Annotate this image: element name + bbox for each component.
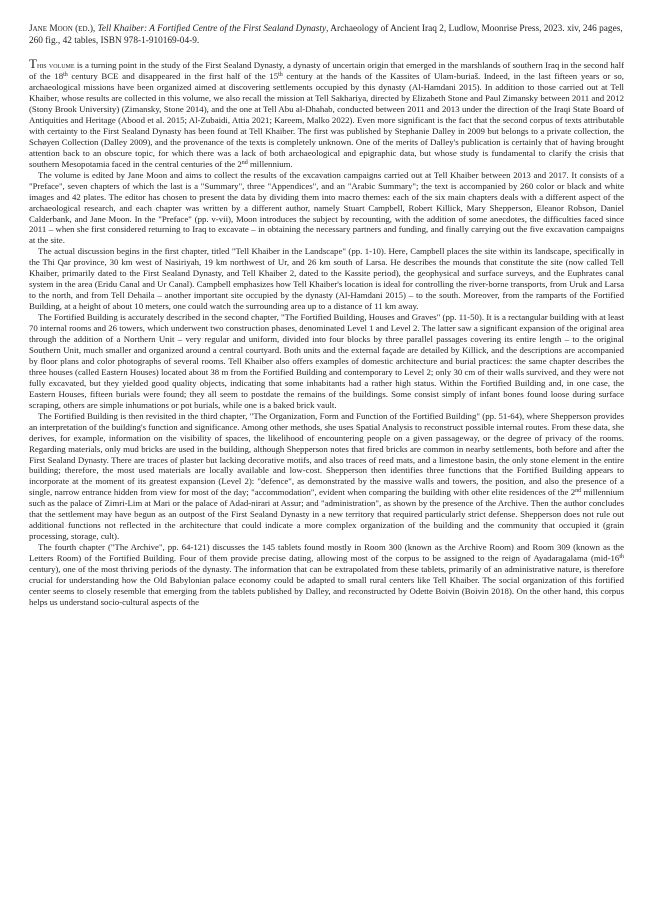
paragraph-text: is a turning point in the study of the First Sealand Dynasty, a dynasty of uncertain origin that emerged in the marshlands of southern Iraq in the second half of the 18th century BCE and disappeared in the first half of the 15th century at the hands of the Kassites of Ulam-buriaš. Indeed, in the last fifteen years or so, archaeological missions have been organized aimed at discovering settlements occupied by this dynasty (Al-Hamdani 2015). In addition to those carried out at Tell Khaiber, whose results are collected in this volume, we also recall the mission at Tell Sakhariya, directed by Elizabeth Stone and Paul Zimansky between 2011 and 2012 (Stony Brook University) (Zimansky, Stone 2014), and the one at Tell Abu al-Dhahab, conducted between 2011 and 2013 under the direction of the Iraqi State Board of Antiquities and Heritage (Abood et al. 2015; Al-Zubaidi, Attia 2021; Kareem, Malko 2022). Even more significant is the fact that the second corpus of texts attributable with certainty to the First Sealand Dynasty has been found at Tell Khaiber. The first was published by Stephanie Dalley in 2009 but belongs to a private collection, the Schøyen Collection (Dalley 2009), and the provenance of the texts is completely unknown. One of the merits of Dalley's publication is certainly that of having brought attention back to an obscure topic, for which there was a lack of both archaeological and epigraphic data, but whose study is fundamental to clarify the crisis that southern Mesopotamia faced in the central centuries of the 2nd millennium. [29, 60, 624, 169]
body-paragraph: The actual discussion begins in the first chapter, titled "Tell Khaiber in the Landscape" (pp. 1-10). Here, Campbell places the site within its landscape, specifically in the Thi Qar province, 30 km west of Nasiriyah, 19 km northwest of Ur, and 26 km south of Larsa. He describes the mounds that constitute the site (now called Tell Khaiber, primarily dated to the First Sealand Dynasty, and Tell Khaiber 2, dated to the Kassite period), the geophysical and surface surveys, and the Euphrates canal system in the area (Eridu Canal and Ur Canal). Campbell emphasizes how Tell Khaiber's location is ideal for controlling the river-borne transports, from Uruk and Larsa to the north, and from Tell Dehaila – another important site occupied by the dynasty (Al-Hamdani 2015) – to the south. Moreover, from the ramparts of the Fortified Building, at a height of about 10 meters, one could watch the surrounding area up to a distance of 11 km away. [29, 246, 624, 312]
citation-title: Tell Khaiber: A Fortified Centre of the First Sealand Dynasty [97, 24, 327, 34]
drop-cap: T [29, 56, 37, 72]
body-paragraph [29, 56, 624, 170]
citation-author: Jane Moon (ed.), [29, 24, 98, 34]
body-paragraph: The Fortified Building is accurately described in the second chapter, "The Fortified Building, Houses and Graves" (pp. 11-50). It is a rectangular building with at least 70 internal rooms and 26 towers, which underwent two construction phases, denominated Level 1 and Level 2. The latter saw a significant expansion of the original area through the addition of a Northern Unit – very regular and uniform, divided into four blocks by three parallel passages covering its entire length – to the original Southern Unit, much smaller and organized around a central courtyard. Both units and the external façade are detailed by Killick, and the descriptions are accompanied by floor plans and color photographs of several rooms. Tell Khaiber also offers examples of domestic architecture and burial practices: the same chapter describes the three houses (called Eastern Houses) located about 38 m from the Fortified Building and contemporary to Level 2; only 30 cm of their walls survived, and they were not fully excavated, but they yielded good quality objects, indicating that some inhabitants had a rather high status. Within the Fortified Building and, in one case, the Eastern Houses, fifteen burials were found; they all seem to postdate the remains of the buildings. Some consist simply of infant bones found loose during surface scraping, others are simple inhumations or pot burials, while one is a baked brick vault. [29, 312, 624, 410]
body-paragraph: The Fortified Building is then revisited in the third chapter, "The Organization, Form and Function of the Fortified Building" (pp. 51-64), where Shepperson provides an interpretation of the building's function and significance. Among other methods, she uses Spatial Analysis to reconstruct possible internal routes. From these data, she derives, for example, information on the visibility of spaces, the likelihood of encountering people on a given passageway, or the degree of privacy of the rooms. Regarding materials, only mud bricks are used in the building, although Shepperson notes that fired bricks are common in nearby settlements, both before and after the First Sealand Dynasty. There are traces of plaster but lacking decorative motifs, and also traces of reed mats, and a limestone basin, the only stone element in the entire building; therefore, the most used materials are locally available and low-cost. Shepperson then identifies three functions that the Fortified Building appears to incorporate at the moment of its greatest expansion (Level 2): "defence", as demonstrated by the massive walls and towers, the position, and also the presence of a single, narrow entrance hidden from view for most of the day; "accommodation", evident when comparing the building with other elite residences of the 2nd millennium such as the palace of Zimri-Lim at Mari or the palace of Adad-nirari at Assur; and "administration", as shown by the presence of the Archive. Then the author concludes that the settlement may have begun as an outpost of the First Sealand Dynasty in a new territory that required particularly strict defense. Shepperson does not rule out additional functions not reflected in the architecture that could indicate a more complex organization of the building and the community that occupied it (grain processing, storage, cult). [29, 410, 625, 542]
body-paragraph: The volume is edited by Jane Moon and aims to collect the results of the excavation campaigns carried out at Tell Khaiber between 2013 and 2017. It consists of a "Preface", seven chapters of which the last is a "Summary", three "Appendices", and an "Arabic Summary"; the text is accompanied by 260 color or black and white images and 42 plates. The editor has chosen to present the data by dividing them into macro themes: each of the six main chapters deals with a different aspect of the archaeological research, and each chapter was written by a different author, namely Stuart Campbell, Robert Killick, Mary Shepperson, Eleanor Robson, Daniel Calderbank, and Jane Moon. In the "Preface" (pp. v-vii), Moon introduces the subject by recounting, with the addition of some anecdotes, the difficulties faced since 2011 – when she first considered returning to Iraq to excavate – in obtaining the necessary partners and funding, and finally carrying out the five excavation campaigns at the site. [29, 169, 624, 246]
body-paragraph: The fourth chapter ("The Archive", pp. 64-121) discusses the 145 tablets found mostly in Room 300 (known as the Archive Room) and Room 309 (known as the Letters Room) of the Fortified Building. Four of them provide precise dating, allowing most of the corpus to be assigned to the reign of Ayadaragalama (mid-16th century), one of the most thriving periods of the dynasty. The information that can be extrapolated from these tablets, primarily of an administrative nature, is therefore crucial for understanding how the Old Babylonian palace economy could be adapted to small rural centers like Tell Khaiber. The social organization of this fortified center seems to closely resemble that emerging from the tablets published by Dalley, and reconstructed by Odette Boivin (Boivin 2018). On the other hand, this corpus helps us understand socio-cultural aspects of the [29, 542, 624, 607]
book-citation [29, 24, 624, 47]
citation-details: , Archaeology of Ancient Iraq 2, Ludlow, Moonrise Press, 2023. xiv, 246 pages, 260 fig., 42 tables, ISBN 978-1-910169-04-9. [29, 24, 623, 46]
lead-in-smallcaps: his volume [36, 60, 75, 71]
